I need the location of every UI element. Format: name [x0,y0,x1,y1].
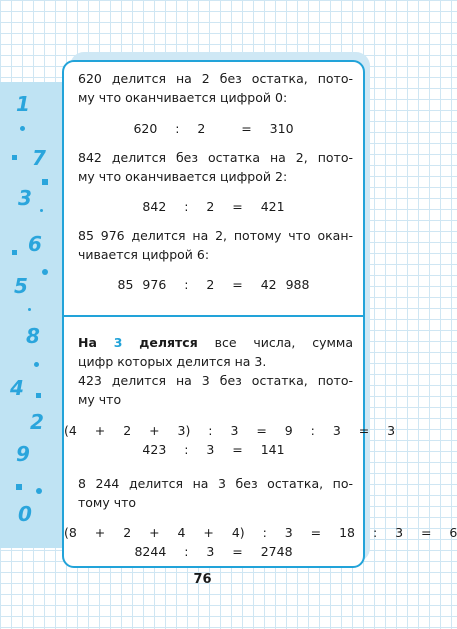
text-line: 842 делится без остатка на 2, пото- [78,150,353,165]
sidebar-digit: 1 [16,92,30,116]
sidebar-digit: 9 [16,442,30,466]
rule-rest: все числа, сумма [214,335,353,350]
paragraph-620-cont [78,88,353,107]
paragraph-842-cont [78,167,353,186]
decor-dot [20,126,25,131]
text-line: цифр которых делится на 3. [78,354,267,369]
rule-div3 [78,333,353,352]
sidebar-digit: 0 [18,502,32,526]
equation-423-sum: (4 + 2 + 3) : 3 = 9 : 3 = 3 [64,423,396,438]
paragraph-85976 [78,226,353,245]
text-line: 85 976 делится на 2, потому что окан- [78,228,353,243]
decor-dot [36,393,41,398]
text-line: чивается цифрой 6: [78,247,210,262]
paragraph-8244 [78,474,353,493]
decor-dot [16,484,22,490]
content-card [62,60,457,568]
equation-85976: 85 976 : 2 = 42 988 [117,277,310,292]
page-number: 76 [193,572,212,587]
equation-8244-sum: (8 + 2 + 4 + 4) : 3 = 18 : 3 = 6 [64,525,457,540]
decor-dot [12,250,17,255]
text-line: му что [78,392,122,407]
decor-dot [36,488,42,494]
rule-prefix: На [78,335,97,350]
text-line: му что оканчивается цифрой 2: [78,169,288,184]
paragraph-8244-cont [78,493,353,512]
decorative-sidebar [0,82,62,548]
equation-8244: 8244 : 3 = 2748 [134,544,293,559]
text-line: 620 делится на 2 без остатка, пото- [78,71,353,86]
paragraph-620 [78,69,353,88]
sidebar-digit: 8 [26,324,40,348]
decor-dot [40,209,43,212]
sidebar-digit: 6 [28,232,42,256]
text-line: 423 делится на 3 без остатка, пото- [78,373,353,388]
equation-620: 620 : 2 = 310 [133,121,294,136]
equation-423: 423 : 3 = 141 [142,442,285,457]
decor-dot [42,179,48,185]
text-line: тому что [78,495,137,510]
equation-842: 842 : 2 = 421 [142,199,285,214]
decor-dot [42,269,48,275]
paragraph-85976-cont [78,245,353,264]
paragraph-423-cont [78,390,353,409]
sidebar-digit: 3 [18,186,32,210]
sidebar-digit: 7 [32,146,46,170]
section-divider [64,315,363,317]
rule-verb: делятся [139,335,198,350]
sidebar-digit: 4 [10,376,24,400]
sidebar-digit: 2 [30,410,44,434]
rule-div3-cont [78,352,353,371]
sidebar-digit: 5 [14,274,28,298]
rule-number: 3 [113,335,123,350]
decor-dot [12,155,17,160]
decor-dot [34,362,39,367]
decor-dot [28,308,31,311]
text-line: му что оканчивается цифрой 0: [78,90,288,105]
rule-line [78,333,353,352]
paragraph-423 [78,371,353,390]
paragraph-842 [78,148,353,167]
text-line: 8 244 делится на 3 без остатка, по- [78,476,353,491]
